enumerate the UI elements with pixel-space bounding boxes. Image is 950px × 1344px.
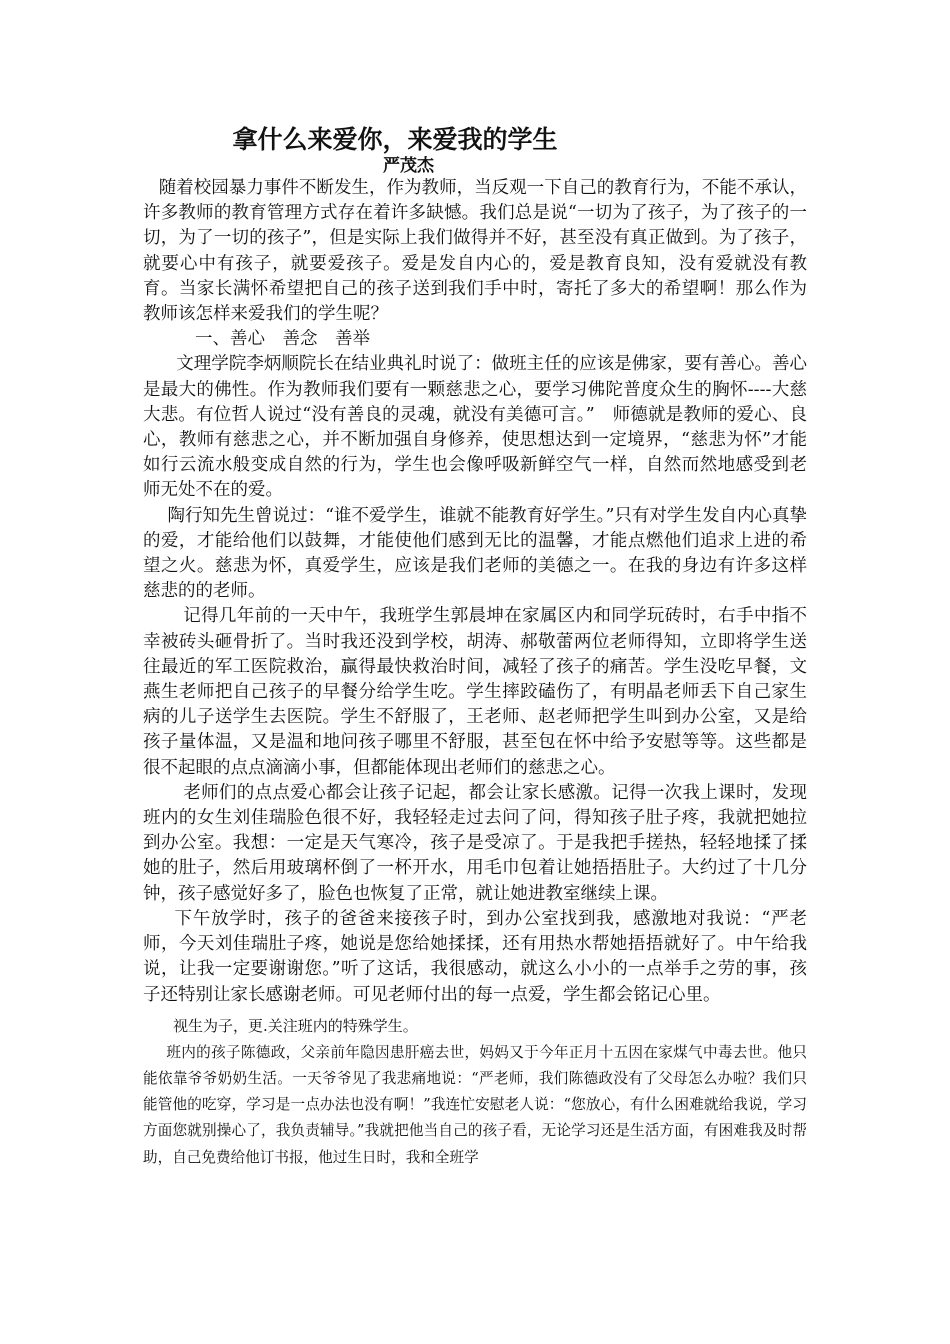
paragraph: 文理学院李炳顺院长在结业典礼时说了：做班主任的应该是佛家，要有善心。善心是最大的佛性。作为教师我们要有一颗慈悲之心，要学习佛陀普度众生的胸怀----大慈大悲。有位哲人说过“没有善良的灵魂，就没有美德可言。” 师德就是教师的爱心、良心，教师有慈悲之心，并不断加强自身修养，使思想达到一定境界，“慈悲为怀”才能如行云流水般变成自然的行为，学生也会像呼吸新鲜空气一样，自然而然地感受到老师无处不在的爱。 — [143, 354, 807, 501]
paragraph: 记得几年前的一天中午，我班学生郭晨坤在家属区内和同学玩砖时，右手中指不幸被砖头砸骨折了。当时我还没到学校，胡涛、郝敬蕾两位老师得知，立即将学生送往最近的军工医院救治，赢得最快救治时间，减轻了孩子的痛苦。学生没吃早餐，文燕生老师把自己孩子的早餐分给学生吃。学生摔跤磕伤了，有明晶老师丢下自己家生病的儿子送学生去医院。学生不舒服了，王老师、赵老师把学生叫到办公室，又是给孩子量体温，又是温和地问孩子哪里不舒服，甚至包在怀中给予安慰等等。这些都是很不起眼的点点滴滴小事，但都能体现出老师们的慈悲之心。 — [143, 606, 807, 778]
paragraph: 陶行知先生曾说过：“谁不爱学生，谁就不能教育好学生。”只有对学生发自内心真挚的爱，才能给他们以鼓舞，才能使他们感到无比的温馨，才能点燃他们追求上进的希望之火。慈悲为怀，真爱学生，应该是我们老师的美德之一。在我的身边有许多这样慈悲的的老师。 — [143, 505, 807, 602]
paragraph: 班内的孩子陈德政，父亲前年隐因患肝癌去世，妈妈又于今年正月十五因在家煤气中毒去世。他只能依靠爷爷奶奶生活。一天爷爷见了我悲痛地说：“严老师，我们陈德政没有了父母怎么办啦？我们只能管他的吃穿，学习是一点办法也没有啊！”我连忙安慰老人说：“您放心，有什么困难就给我说，学习方面您就别操心了，我负责辅导。”我就把他当自己的孩子看，无论学习还是生活方面，有困难我及时帮助，自己免费给他订书报，他过生日时，我和全班学 — [143, 1043, 807, 1166]
document-author: 严茂杰 — [383, 156, 434, 176]
document-title: 拿什么来爱你，来爱我的学生 — [232, 125, 558, 154]
paragraph: 下午放学时，孩子的爸爸来接孩子时，到办公室找到我，感激地对我说：“严老师，今天刘佳瑞肚子疼，她说是您给她揉揉，还有用热水帮她捂捂就好了。中午给我说，让我一定要谢谢您。”听了这话，我很感动，就这么小小的一点举手之劳的事，孩子还特别让家长感谢老师。可见老师付出的每一点爱，学生都会铭记心里。 — [143, 908, 807, 1005]
section-heading-1: 一、善心 善念 善举 — [195, 329, 370, 350]
document-body — [143, 176, 807, 1171]
paragraph: 老师们的点点爱心都会让孩子记起，都会让家长感激。记得一次我上课时，发现班内的女生刘佳瑞脸色很不好，我轻轻走过去问了问，得知孩子肚子疼，我就把她拉到办公室。我想：一定是天气寒冷，孩子是受凉了。于是我把手搓热，轻轻地揉了揉她的肚子，然后用玻璃杯倒了一杯开水，用毛巾包着让她捂捂肚子。大约过了十几分钟，孩子感觉好多了，脸色也恢复了正常，就让她进教室继续上课。 — [143, 782, 807, 904]
paragraph-intro: 随着校园暴力事件不断发生，作为教师，当反观一下自己的教育行为，不能不承认，许多教师的教育管理方式存在着许多缺憾。我们总是说“一切为了孩子，为了孩子的一切，为了一切的孩子”，但是实际上我们做得并不好，甚至没有真正做到。为了孩子，就要心中有孩子，就要爱孩子。爱是发自内心的，爱是教育良知，没有爱就没有教育。当家长满怀希望把自己的孩子送到我们手中时，寄托了多大的希望啊！那么作为教师该怎样来爱我们的学生呢？ — [143, 178, 807, 325]
section-heading-2: 视生为子，更.关注班内的特殊学生。 — [173, 1016, 418, 1035]
